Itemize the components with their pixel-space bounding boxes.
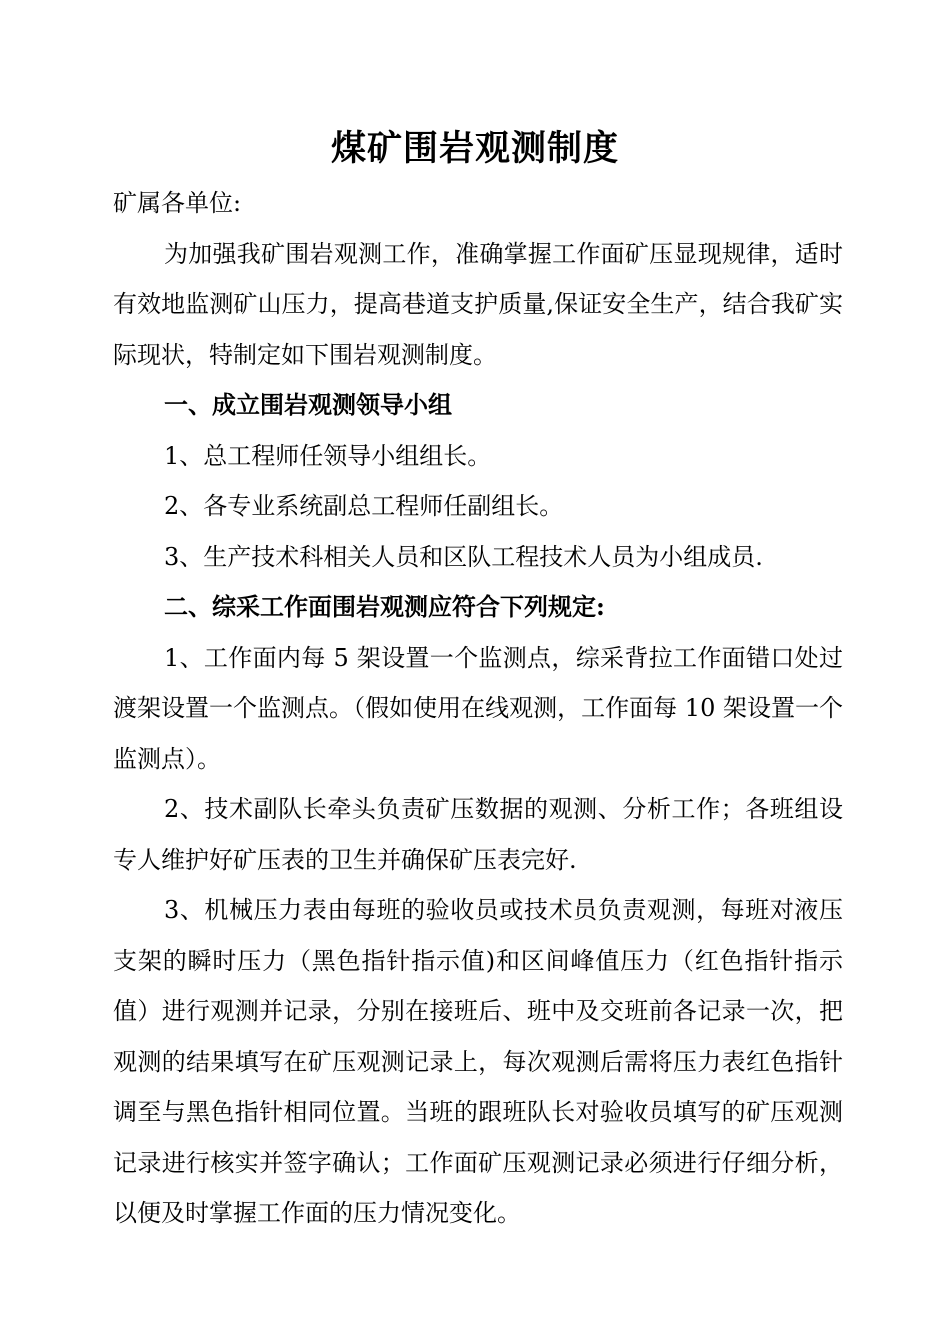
list-item: 2、各专业系统副总工程师任副组长。 — [164, 492, 564, 520]
list-item: 1、总工程师任领导小组组长。 — [164, 441, 492, 470]
list-item: 1、工作面内每 5 架设置一个监测点，综采背拉工作面错口处过渡架设置一个监测点。（假如使用在线观测，工作面每 10 架设置一个监测点）。 — [113, 643, 843, 773]
document-title: 煤矿围岩观测制度 — [330, 128, 619, 169]
document-body — [113, 178, 843, 1239]
intro-paragraph: 为加强我矿围岩观测工作，准确掌握工作面矿压显现规律，适时有效地监测矿山压力，提高巷道支护质量,保证安全生产，结合我矿实际现状，特制定如下围岩观测制度。 — [113, 239, 843, 369]
salutation: 矿属各单位: — [113, 189, 242, 217]
section-heading-1: 一、成立围岩观测领导小组 — [164, 390, 452, 419]
section-heading-2: 二、综采工作面围岩观测应符合下列规定: — [164, 592, 605, 621]
list-item: 3、生产技术科相关人员和区队工程技术人员为小组成员. — [164, 542, 763, 571]
list-item: 2、技术副队长牵头负责矿压数据的观测、分析工作；各班组设专人维护好矿压表的卫生并确保矿压表完好. — [113, 795, 843, 874]
list-item: 3、机械压力表由每班的验收员或技术员负责观测，每班对液压支架的瞬时压力（黑色指针指示值)和区间峰值压力（红色指针指示值）进行观测并记录，分别在接班后、班中及交班前各记录一次，把观测的结果填写在矿压观测记录上，每次观测后需将压力表红色指针调至与黑色指针相同位置。当班的跟班队长对验收员填写的矿压观测记录进行核实并签字确认；工作面矿压观测记录必须进行仔细分析，以便及时掌握工作面的压力情况变化。 — [113, 896, 843, 1227]
